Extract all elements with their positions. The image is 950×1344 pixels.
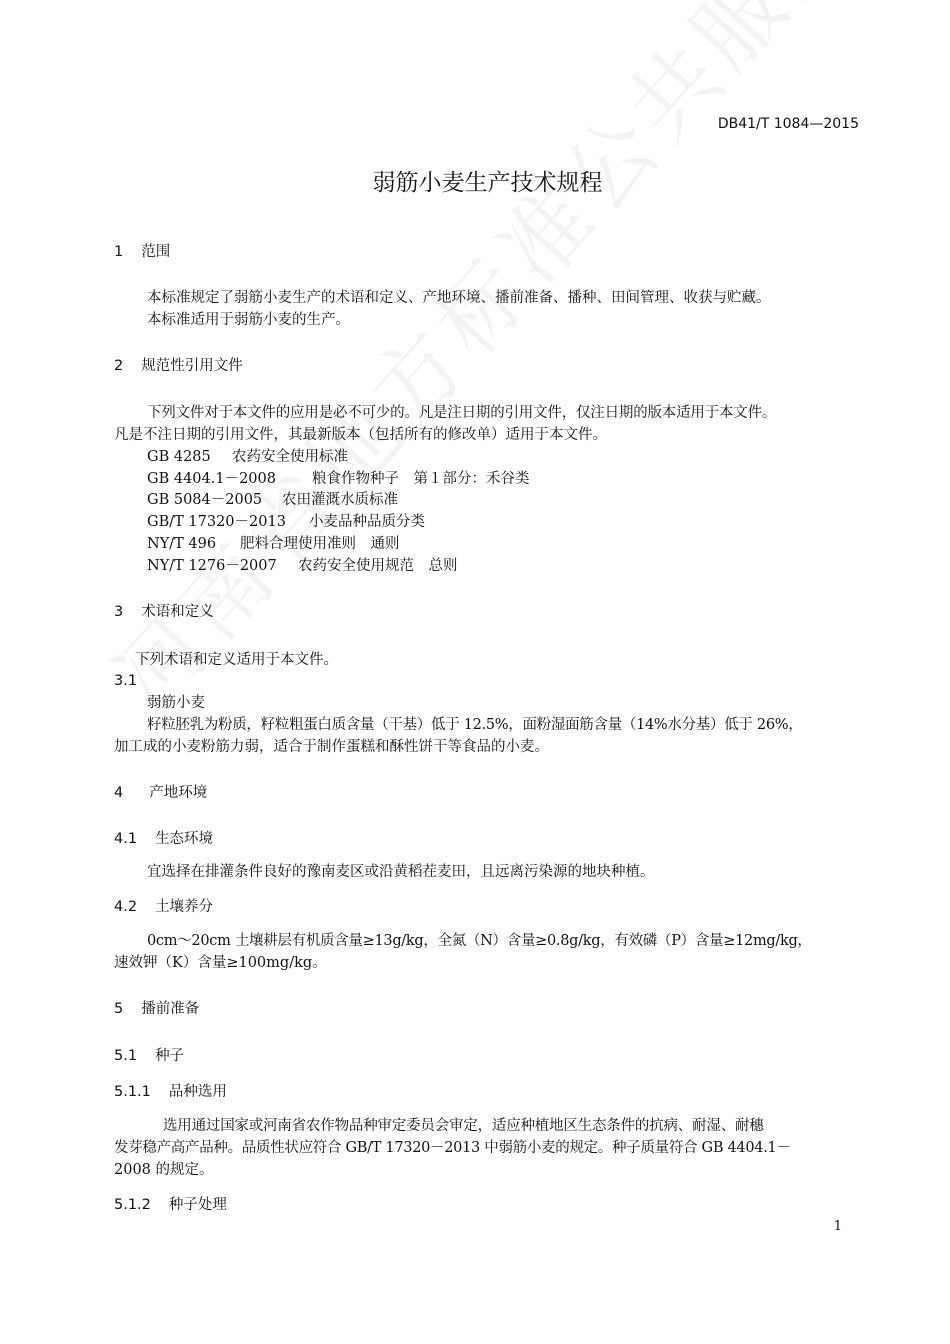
subsection-5-1-2-heading: [114, 1194, 227, 1216]
section-2-heading: [114, 355, 243, 377]
reference-item: [147, 446, 348, 468]
section-title: 种子处理: [168, 1197, 227, 1213]
section-title: 范围: [141, 244, 171, 260]
section-title: 规范性引用文件: [141, 358, 243, 374]
ref-title: 农药安全使用规范 总则: [298, 558, 458, 574]
reference-item: [147, 468, 530, 490]
ref-title: 肥料合理使用准则 通则: [240, 536, 400, 552]
term-title: 弱筋小麦: [147, 695, 205, 711]
section-number: 2: [114, 358, 124, 374]
paragraph: 凡是不注日期的引用文件，其最新版本（包括所有的修改单）适用于本文件。: [114, 427, 607, 443]
ref-code: GB 4285: [147, 449, 211, 465]
paragraph: 加工成的小麦粉筋力弱，适合于制作蛋糕和酥性饼干等食品的小麦。: [114, 739, 549, 755]
section-title: 生态环境: [155, 831, 214, 847]
ref-code: NY/T 496: [147, 536, 217, 552]
reference-item: [147, 555, 458, 577]
ref-title: 小麦品种品质分类: [309, 514, 425, 530]
section-number: 5: [114, 1001, 124, 1017]
paragraph: 速效钾（K）含量≥100mg/kg。: [114, 955, 327, 971]
subsection-5-1-heading: [114, 1045, 184, 1067]
ref-code: GB 5084－2005: [147, 492, 263, 508]
reference-item: [147, 489, 398, 511]
ref-title: 农药安全使用标准: [232, 449, 348, 465]
reference-item: [147, 511, 425, 533]
page-title: 弱筋小麦生产技术规程: [372, 170, 603, 196]
paragraph: 2008 的规定。: [114, 1162, 214, 1178]
paragraph: 本标准适用于弱筋小麦的生产。: [147, 312, 350, 328]
section-number: 1: [114, 244, 124, 260]
section-number: 4: [114, 785, 124, 801]
section-5-heading: [114, 998, 199, 1020]
section-title: 产地环境: [149, 785, 208, 801]
ref-code: GB/T 17320－2013: [147, 514, 286, 530]
subsection-4-1-heading: [114, 828, 213, 850]
section-number: 5.1: [114, 1048, 138, 1064]
section-4-heading: [114, 782, 207, 804]
section-number: 5.1.1: [114, 1084, 151, 1100]
subsection-5-1-1-heading: [114, 1081, 227, 1103]
paragraph: 下列术语和定义适用于本文件。: [135, 652, 338, 668]
subsection-4-2-heading: [114, 896, 213, 918]
section-number: 3: [114, 604, 124, 620]
paragraph: 本标准规定了弱筋小麦生产的术语和定义、产地环境、播前准备、播种、田间管理、收获与贮藏。: [147, 290, 771, 306]
section-1-heading: [114, 241, 170, 263]
doc-code: DB41/T 1084—2015: [717, 116, 859, 132]
paragraph: 籽粒胚乳为粉质，籽粒粗蛋白质含量（干基）低于 12.5%，面粉湿面筋含量（14%水分基）低于 26%，: [147, 717, 803, 733]
paragraph: 0cm～20cm 土壤耕层有机质含量≥13g/kg，全氮（N）含量≥0.8g/kg，有效磷（P）含量≥12mg/kg，: [147, 933, 812, 949]
section-3-heading: [114, 601, 214, 623]
page-number: 1: [833, 1219, 842, 1234]
section-number: 5.1.2: [114, 1197, 151, 1213]
paragraph: 选用通过国家或河南省农作物品种审定委员会审定，适应种植地区生态条件的抗病、耐湿、耐穗: [163, 1118, 764, 1134]
section-number: 4.1: [114, 831, 138, 847]
section-title: 土壤养分: [155, 899, 214, 915]
section-title: 播前准备: [141, 1001, 200, 1017]
section-number: 4.2: [114, 899, 138, 915]
section-title: 术语和定义: [141, 604, 214, 620]
paragraph: 发芽稳产高产品种。品质性状应符合 GB/T 17320－2013 中弱筋小麦的规定。种子质量符合 GB 4404.1－: [114, 1140, 791, 1156]
ref-title: 粮食作物种子 第１部分：禾谷类: [312, 471, 530, 487]
ref-title: 农田灌溉水质标准: [282, 492, 398, 508]
ref-code: NY/T 1276－2007: [147, 558, 277, 574]
ref-code: GB 4404.1－2008: [147, 471, 276, 487]
section-title: 品种选用: [168, 1084, 227, 1100]
paragraph: 宜选择在排灌条件良好的豫南麦区或沿黄稻茬麦田，且远离污染源的地块种植。: [147, 864, 655, 880]
reference-item: [147, 533, 400, 555]
paragraph: 下列文件对于本文件的应用是必不可少的。凡是注日期的引用文件，仅注日期的版本适用于本文件。: [147, 405, 777, 421]
term-number: 3.1: [114, 673, 138, 689]
section-title: 种子: [155, 1048, 185, 1064]
